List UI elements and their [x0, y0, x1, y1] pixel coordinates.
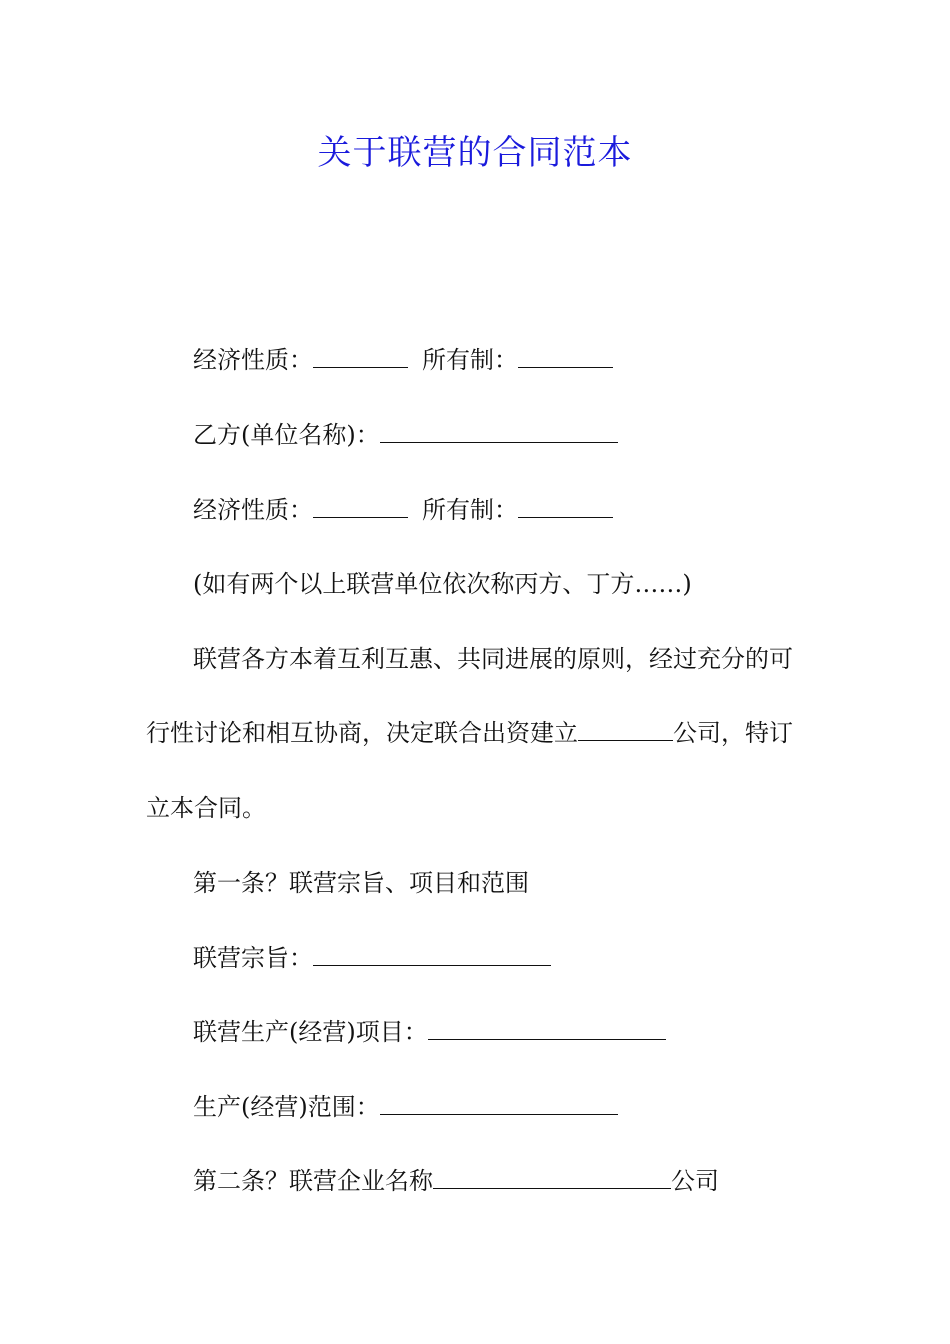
party-b-label: 乙方(单位名称)： — [193, 421, 380, 449]
economic-nature-label: 经济性质： — [193, 346, 313, 374]
article-2-heading: 第二条？联营企业名称 — [193, 1167, 433, 1195]
preamble-line-2 — [146, 716, 793, 750]
ownership-label: 所有制： — [422, 496, 518, 524]
economic-nature-label: 经济性质： — [193, 496, 313, 524]
ownership-blank — [518, 495, 613, 518]
additional-parties-note: (如有两个以上联营单位依次称丙方、丁方……) — [193, 570, 692, 598]
scope-line — [193, 1090, 618, 1124]
enterprise-name-blank — [433, 1166, 671, 1189]
preamble-text: 行性讨论和相互协商，决定联合出资建立 — [146, 719, 578, 747]
purpose-label: 联营宗旨： — [193, 944, 313, 972]
document-title: 关于联营的合同范本 — [317, 133, 633, 173]
economic-nature-blank — [313, 495, 408, 518]
article-1-heading: 第一条？联营宗旨、项目和范围 — [193, 869, 529, 897]
project-label: 联营生产(经营)项目： — [193, 1018, 428, 1046]
preamble-text-end: 公司，特订 — [673, 719, 793, 747]
purpose-blank — [313, 943, 551, 966]
economic-nature-blank — [313, 345, 408, 368]
ownership-label: 所有制： — [422, 346, 518, 374]
economic-nature-line-1 — [193, 343, 613, 377]
scope-blank — [380, 1092, 618, 1115]
preamble-line-1: 联营各方本着互利互惠、共同进展的原则，经过充分的可 — [193, 645, 793, 673]
article-2-line — [193, 1164, 719, 1198]
project-blank — [428, 1017, 666, 1040]
party-b-line — [193, 418, 618, 452]
ownership-blank — [518, 345, 613, 368]
purpose-line — [193, 941, 551, 975]
company-name-blank — [578, 718, 673, 741]
economic-nature-line-2 — [193, 493, 613, 527]
company-suffix: 公司 — [671, 1167, 719, 1195]
preamble-line-3: 立本合同。 — [146, 794, 266, 822]
project-line — [193, 1015, 666, 1049]
party-b-blank — [380, 420, 618, 443]
scope-label: 生产(经营)范围： — [193, 1093, 380, 1121]
